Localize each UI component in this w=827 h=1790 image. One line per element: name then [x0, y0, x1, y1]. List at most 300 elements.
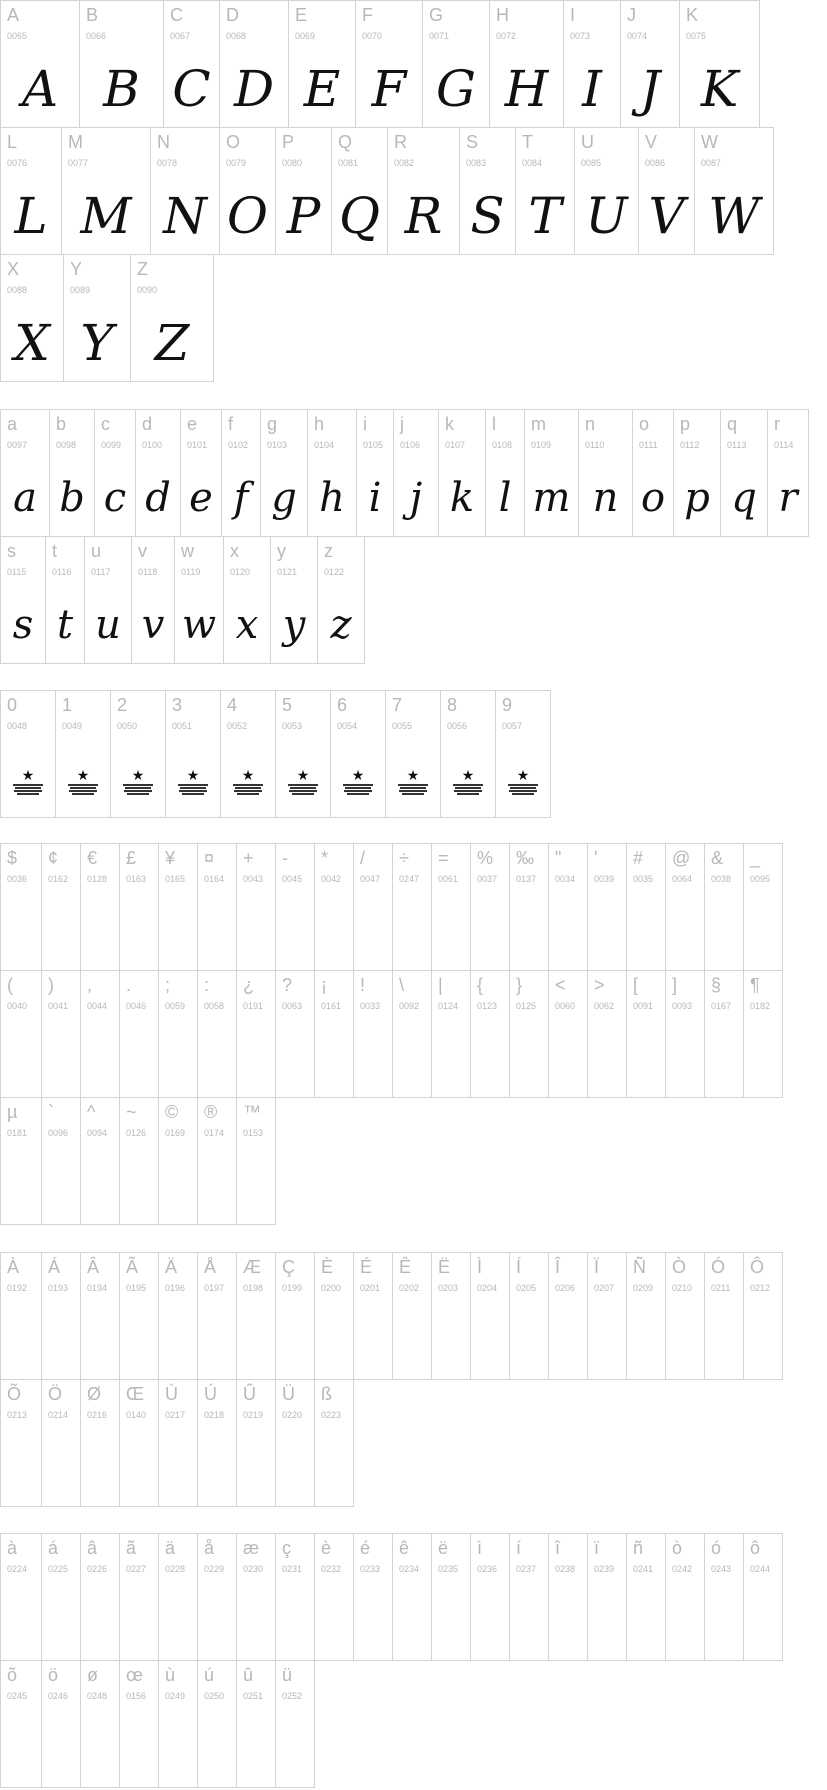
glyph-cell[interactable] [307, 409, 357, 537]
glyph-cell[interactable] [197, 1379, 237, 1507]
glyph-label: : [204, 975, 210, 995]
star-logo-icon: ★ [231, 769, 265, 803]
glyph-code: 0115 [7, 567, 27, 577]
glyph-cell[interactable] [422, 0, 490, 128]
glyph-cell[interactable] [485, 409, 525, 537]
glyph-code: 0106 [400, 440, 421, 450]
glyph-cell[interactable] [459, 127, 516, 255]
glyph-code: 0225 [48, 1564, 69, 1574]
glyph-cell[interactable] [495, 690, 551, 818]
glyph-cell[interactable] [626, 1252, 666, 1380]
glyph-cell[interactable] [41, 1660, 81, 1788]
glyph-label: ¶ [750, 975, 760, 995]
glyph-cell[interactable] [236, 1252, 276, 1380]
glyph-code: 0101 [187, 440, 208, 450]
glyph-label: Î [555, 1257, 561, 1277]
glyph-cell[interactable] [0, 1252, 42, 1380]
glyph-cell[interactable] [158, 1533, 198, 1661]
glyph-cell[interactable] [694, 127, 774, 255]
glyph-label: J [627, 5, 636, 25]
glyph-cell[interactable] [355, 0, 423, 128]
glyph-label: ^ [87, 1102, 96, 1122]
glyph-code: 0066 [86, 31, 107, 41]
glyph-cell[interactable] [180, 409, 222, 537]
glyph-cell[interactable] [665, 1533, 705, 1661]
glyph-code: 0036 [7, 874, 28, 884]
glyph-cell[interactable] [197, 1660, 237, 1788]
glyph-cell[interactable] [119, 1533, 159, 1661]
glyph-label: c [101, 414, 110, 434]
glyph-cell[interactable] [41, 970, 81, 1098]
glyph-code: 0233 [360, 1564, 381, 1574]
glyph-cell[interactable] [41, 1252, 81, 1380]
glyph-cell[interactable] [158, 1379, 198, 1507]
glyph-code: 0059 [165, 1001, 186, 1011]
glyph-code: 0217 [165, 1410, 186, 1420]
glyph-cell[interactable] [80, 843, 120, 971]
glyph-cell[interactable] [80, 970, 120, 1098]
glyph-code: 0069 [295, 31, 316, 41]
glyph-preview: s [12, 602, 34, 648]
glyph-cell[interactable] [236, 843, 276, 971]
glyph-cell[interactable] [270, 536, 318, 664]
glyph-label: ó [711, 1538, 722, 1558]
glyph-cell[interactable] [431, 970, 471, 1098]
glyph-cell[interactable] [119, 1097, 159, 1225]
glyph-code: 0204 [477, 1283, 498, 1293]
glyph-cell[interactable] [158, 1097, 198, 1225]
glyph-cell[interactable] [509, 843, 549, 971]
glyph-label: É [360, 1257, 373, 1277]
glyph-label: D [226, 5, 239, 25]
glyph-cell[interactable] [574, 127, 639, 255]
glyph-preview: G [436, 60, 476, 118]
glyph-label: r [774, 414, 780, 434]
glyph-cell[interactable] [353, 843, 393, 971]
glyph-code: 0047 [360, 874, 381, 884]
glyph-cell[interactable] [767, 409, 809, 537]
glyph-label: I [570, 5, 576, 25]
glyph-code: 0219 [243, 1410, 264, 1420]
glyph-label: Õ [7, 1384, 22, 1404]
glyph-cell[interactable] [314, 1533, 354, 1661]
glyph-cell[interactable] [548, 1533, 588, 1661]
glyph-code: 0114 [774, 440, 794, 450]
glyph-label: Ã [126, 1257, 139, 1277]
glyph-code: 0196 [165, 1283, 186, 1293]
glyph-cell[interactable] [197, 843, 237, 971]
glyph-cell[interactable] [587, 970, 627, 1098]
glyph-cell[interactable] [275, 127, 332, 255]
glyph-label: ì [477, 1538, 483, 1558]
glyph-preview: a [13, 475, 37, 521]
glyph-cell[interactable] [41, 1097, 81, 1225]
glyph-cell[interactable] [385, 690, 441, 818]
glyph-label: _ [750, 848, 761, 868]
glyph-preview: n [592, 475, 619, 521]
glyph-cell[interactable] [524, 409, 579, 537]
glyph-cell[interactable] [158, 1660, 198, 1788]
glyph-cell[interactable] [174, 536, 224, 664]
glyph-code: 0100 [142, 440, 163, 450]
glyph-cell[interactable] [119, 970, 159, 1098]
glyph-cell[interactable] [150, 127, 220, 255]
glyph-cell[interactable] [620, 0, 680, 128]
glyph-label: á [48, 1538, 59, 1558]
glyph-cell[interactable] [704, 843, 744, 971]
glyph-row [0, 1097, 782, 1225]
glyph-cell[interactable] [587, 843, 627, 971]
glyph-cell[interactable] [743, 1533, 783, 1661]
glyph-cell[interactable] [275, 1533, 315, 1661]
glyph-row [0, 690, 550, 818]
glyph-code: 0245 [7, 1691, 28, 1701]
glyph-cell[interactable] [119, 1379, 159, 1507]
glyph-code: 0107 [445, 440, 466, 450]
glyph-label: å [204, 1538, 215, 1558]
glyph-cell[interactable] [236, 1660, 276, 1788]
glyph-cell[interactable] [587, 1252, 627, 1380]
glyph-cell[interactable] [41, 843, 81, 971]
glyph-cell[interactable] [236, 970, 276, 1098]
glyph-cell[interactable] [119, 843, 159, 971]
glyph-cell[interactable] [275, 690, 331, 818]
glyph-preview: e [189, 475, 213, 521]
glyph-cell[interactable] [440, 690, 496, 818]
glyph-cell[interactable] [219, 0, 289, 128]
glyph-preview: T [528, 187, 562, 245]
glyph-cell[interactable] [0, 843, 42, 971]
glyph-cell[interactable] [80, 1379, 120, 1507]
glyph-cell[interactable] [79, 0, 164, 128]
glyph-cell[interactable] [743, 1252, 783, 1380]
glyph-cell[interactable] [0, 127, 62, 255]
glyph-code: 0231 [282, 1564, 303, 1574]
glyph-code: 0099 [101, 440, 122, 450]
glyph-cell[interactable] [158, 1252, 198, 1380]
glyph-cell[interactable] [197, 1097, 237, 1225]
glyph-cell[interactable] [63, 254, 131, 382]
glyph-cell[interactable] [314, 843, 354, 971]
glyph-label: ) [48, 975, 54, 995]
glyph-cell[interactable] [548, 843, 588, 971]
glyph-cell[interactable] [632, 409, 674, 537]
glyph-code: 0064 [672, 874, 693, 884]
glyph-label: | [438, 975, 443, 995]
glyph-cell[interactable] [548, 1252, 588, 1380]
glyph-cell[interactable] [515, 127, 575, 255]
glyph-preview: X [14, 314, 50, 372]
glyph-code: 0078 [157, 158, 178, 168]
glyph-cell[interactable] [41, 1379, 81, 1507]
glyph-code: 0041 [48, 1001, 69, 1011]
glyph-cell[interactable] [45, 536, 85, 664]
glyph-label: % [477, 848, 494, 868]
glyph-cell[interactable] [119, 1660, 159, 1788]
glyph-cell[interactable] [197, 970, 237, 1098]
glyph-cell[interactable] [165, 690, 221, 818]
glyph-cell[interactable] [158, 843, 198, 971]
glyph-code: 0199 [282, 1283, 303, 1293]
glyph-label: Q [338, 132, 353, 152]
glyph-label: Ä [165, 1257, 178, 1277]
glyph-cell[interactable] [393, 409, 439, 537]
glyph-code: 0218 [204, 1410, 225, 1420]
glyph-code: 0097 [7, 440, 28, 450]
glyph-cell[interactable] [548, 970, 588, 1098]
glyph-code: 0102 [228, 440, 249, 450]
glyph-cell[interactable] [135, 409, 181, 537]
glyph-cell[interactable] [0, 536, 46, 664]
glyph-cell[interactable] [626, 843, 666, 971]
glyph-label: w [181, 541, 194, 561]
glyph-cell[interactable] [353, 970, 393, 1098]
glyph-cell[interactable] [158, 970, 198, 1098]
glyph-label: ( [7, 975, 13, 995]
glyph-label: & [711, 848, 724, 868]
glyph-label: ™ [243, 1102, 261, 1122]
glyph-cell[interactable] [431, 1533, 471, 1661]
glyph-code: 0085 [581, 158, 602, 168]
glyph-cell[interactable] [49, 409, 95, 537]
glyph-label: } [516, 975, 523, 995]
glyph-cell[interactable] [0, 690, 56, 818]
glyph-cell[interactable] [665, 843, 705, 971]
glyph-code: 0084 [522, 158, 543, 168]
glyph-cell[interactable] [470, 843, 510, 971]
glyph-code: 0126 [126, 1128, 147, 1138]
glyph-cell[interactable] [665, 970, 705, 1098]
glyph-cell[interactable] [470, 1533, 510, 1661]
glyph-cell[interactable] [84, 536, 132, 664]
glyph-label: 4 [227, 695, 238, 715]
glyph-cell[interactable] [80, 1097, 120, 1225]
glyph-label: Ï [594, 1257, 600, 1277]
glyph-cell[interactable] [0, 970, 42, 1098]
glyph-cell[interactable] [431, 843, 471, 971]
glyph-cell[interactable] [130, 254, 214, 382]
glyph-row [0, 1379, 782, 1507]
glyph-cell[interactable] [275, 843, 315, 971]
glyph-label: ä [165, 1538, 176, 1558]
glyph-cell[interactable] [220, 690, 276, 818]
glyph-cell[interactable] [314, 1252, 354, 1380]
star-logo-icon: ★ [341, 769, 375, 803]
glyph-cell[interactable] [431, 1252, 471, 1380]
glyph-cell[interactable] [356, 409, 394, 537]
glyph-code: 0110 [585, 440, 605, 450]
glyph-cell[interactable] [119, 1252, 159, 1380]
glyph-cell[interactable] [80, 1533, 120, 1661]
glyph-cell[interactable] [509, 970, 549, 1098]
glyph-code: 0111 [639, 440, 658, 450]
glyph-cell[interactable] [275, 1252, 315, 1380]
glyph-label: â [87, 1538, 98, 1558]
glyph-code: 0250 [204, 1691, 225, 1701]
glyph-code: 0062 [594, 1001, 615, 1011]
glyph-preview: t [56, 602, 74, 648]
glyph-preview: c [103, 475, 127, 521]
glyph-cell[interactable] [0, 1097, 42, 1225]
glyph-cell[interactable] [489, 0, 564, 128]
glyph-code: 0212 [750, 1283, 771, 1293]
glyph-label: ú [204, 1665, 215, 1685]
glyph-cell[interactable] [509, 1533, 549, 1661]
glyph-label: > [594, 975, 605, 995]
glyph-cell[interactable] [392, 843, 432, 971]
glyph-cell[interactable] [638, 127, 695, 255]
glyph-cell[interactable] [704, 1252, 744, 1380]
glyph-preview: u [95, 602, 121, 648]
glyph-code: 0060 [555, 1001, 576, 1011]
glyph-code: 0068 [226, 31, 247, 41]
glyph-cell[interactable] [704, 970, 744, 1098]
glyph-cell[interactable] [563, 0, 621, 128]
glyph-cell[interactable] [223, 536, 271, 664]
glyph-cell[interactable] [743, 843, 783, 971]
glyph-cell[interactable] [470, 1252, 510, 1380]
glyph-cell[interactable] [387, 127, 460, 255]
glyph-code: 0249 [165, 1691, 186, 1701]
glyph-cell[interactable] [704, 1533, 744, 1661]
glyph-code: 0095 [750, 874, 771, 884]
glyph-cell[interactable] [720, 409, 768, 537]
glyph-label: ë [438, 1538, 449, 1558]
glyph-label: . [126, 975, 132, 995]
section-accented-upper [0, 1252, 782, 1507]
glyph-cell[interactable] [197, 1533, 237, 1661]
glyph-cell[interactable] [587, 1533, 627, 1661]
glyph-preview: i [368, 475, 382, 521]
glyph-code: 0034 [555, 874, 576, 884]
glyph-cell[interactable] [236, 1097, 276, 1225]
glyph-cell[interactable] [578, 409, 633, 537]
glyph-cell[interactable] [55, 690, 111, 818]
glyph-label: Ó [711, 1257, 726, 1277]
glyph-cell[interactable] [353, 1252, 393, 1380]
glyph-preview: M [80, 187, 132, 245]
glyph-cell[interactable] [392, 1252, 432, 1380]
glyph-cell[interactable] [110, 690, 166, 818]
glyph-cell[interactable] [470, 970, 510, 1098]
glyph-row [0, 1660, 782, 1788]
glyph-cell[interactable] [236, 1533, 276, 1661]
glyph-cell[interactable] [438, 409, 486, 537]
glyph-cell[interactable] [80, 1660, 120, 1788]
glyph-code: 0048 [7, 721, 28, 731]
glyph-cell[interactable] [61, 127, 151, 255]
glyph-label: è [321, 1538, 332, 1558]
glyph-cell[interactable] [197, 1252, 237, 1380]
glyph-cell[interactable] [80, 1252, 120, 1380]
glyph-code: 0164 [204, 874, 225, 884]
glyph-code: 0193 [48, 1283, 69, 1293]
glyph-cell[interactable] [260, 409, 308, 537]
glyph-label: £ [126, 848, 137, 868]
glyph-cell[interactable] [626, 1533, 666, 1661]
glyph-code: 0072 [496, 31, 517, 41]
glyph-label: î [555, 1538, 561, 1558]
glyph-cell[interactable] [0, 1660, 42, 1788]
glyph-label: Á [48, 1257, 61, 1277]
glyph-label: p [680, 414, 691, 434]
glyph-cell[interactable] [41, 1533, 81, 1661]
glyph-cell[interactable] [0, 1379, 42, 1507]
glyph-cell[interactable] [314, 1379, 354, 1507]
glyph-cell[interactable] [0, 0, 80, 128]
glyph-cell[interactable] [0, 409, 50, 537]
glyph-cell[interactable] [219, 127, 276, 255]
glyph-preview: K [700, 60, 739, 118]
glyph-code: 0056 [447, 721, 468, 731]
glyph-cell[interactable] [392, 970, 432, 1098]
section-lowercase [0, 409, 808, 664]
glyph-preview: J [639, 60, 661, 118]
glyph-code: 0248 [87, 1691, 108, 1701]
glyph-label: [ [633, 975, 639, 995]
glyph-cell[interactable] [679, 0, 760, 128]
glyph-label: f [228, 414, 234, 434]
glyph-label: " [555, 848, 562, 868]
glyph-code: 0201 [360, 1283, 381, 1293]
glyph-cell[interactable] [275, 1379, 315, 1507]
glyph-cell[interactable] [509, 1252, 549, 1380]
glyph-cell[interactable] [353, 1533, 393, 1661]
glyph-cell[interactable] [331, 127, 388, 255]
glyph-code: 0202 [399, 1283, 420, 1293]
glyph-label: µ [7, 1102, 18, 1122]
glyph-cell[interactable] [317, 536, 365, 664]
glyph-cell[interactable] [163, 0, 220, 128]
glyph-preview: Z [154, 314, 190, 372]
glyph-cell[interactable] [221, 409, 261, 537]
glyph-cell[interactable] [0, 1533, 42, 1661]
glyph-code: 0252 [282, 1691, 303, 1701]
glyph-code: 0232 [321, 1564, 342, 1574]
glyph-cell[interactable] [131, 536, 175, 664]
glyph-cell[interactable] [743, 970, 783, 1098]
glyph-cell[interactable] [275, 1660, 315, 1788]
glyph-code: 0206 [555, 1283, 576, 1293]
glyph-cell[interactable] [330, 690, 386, 818]
glyph-label: Ë [438, 1257, 451, 1277]
glyph-cell[interactable] [0, 254, 64, 382]
glyph-code: 0077 [68, 158, 89, 168]
glyph-cell[interactable] [673, 409, 721, 537]
glyph-cell[interactable] [236, 1379, 276, 1507]
glyph-code: 0120 [230, 567, 251, 577]
glyph-cell[interactable] [392, 1533, 432, 1661]
glyph-label: T [522, 132, 533, 152]
glyph-cell[interactable] [626, 970, 666, 1098]
glyph-preview: E [303, 60, 341, 118]
glyph-code: 0242 [672, 1564, 693, 1574]
glyph-code: 0076 [7, 158, 28, 168]
glyph-code: 0214 [48, 1410, 69, 1420]
glyph-label: j [400, 414, 404, 434]
glyph-code: 0153 [243, 1128, 264, 1138]
glyph-code: 0042 [321, 874, 342, 884]
glyph-label: Å [204, 1257, 217, 1277]
glyph-code: 0051 [172, 721, 193, 731]
glyph-cell[interactable] [665, 1252, 705, 1380]
star-logo-icon: ★ [451, 769, 485, 803]
glyph-cell[interactable] [288, 0, 356, 128]
glyph-cell[interactable] [314, 970, 354, 1098]
glyph-cell[interactable] [275, 970, 315, 1098]
glyph-row [0, 127, 773, 255]
glyph-cell[interactable] [94, 409, 136, 537]
